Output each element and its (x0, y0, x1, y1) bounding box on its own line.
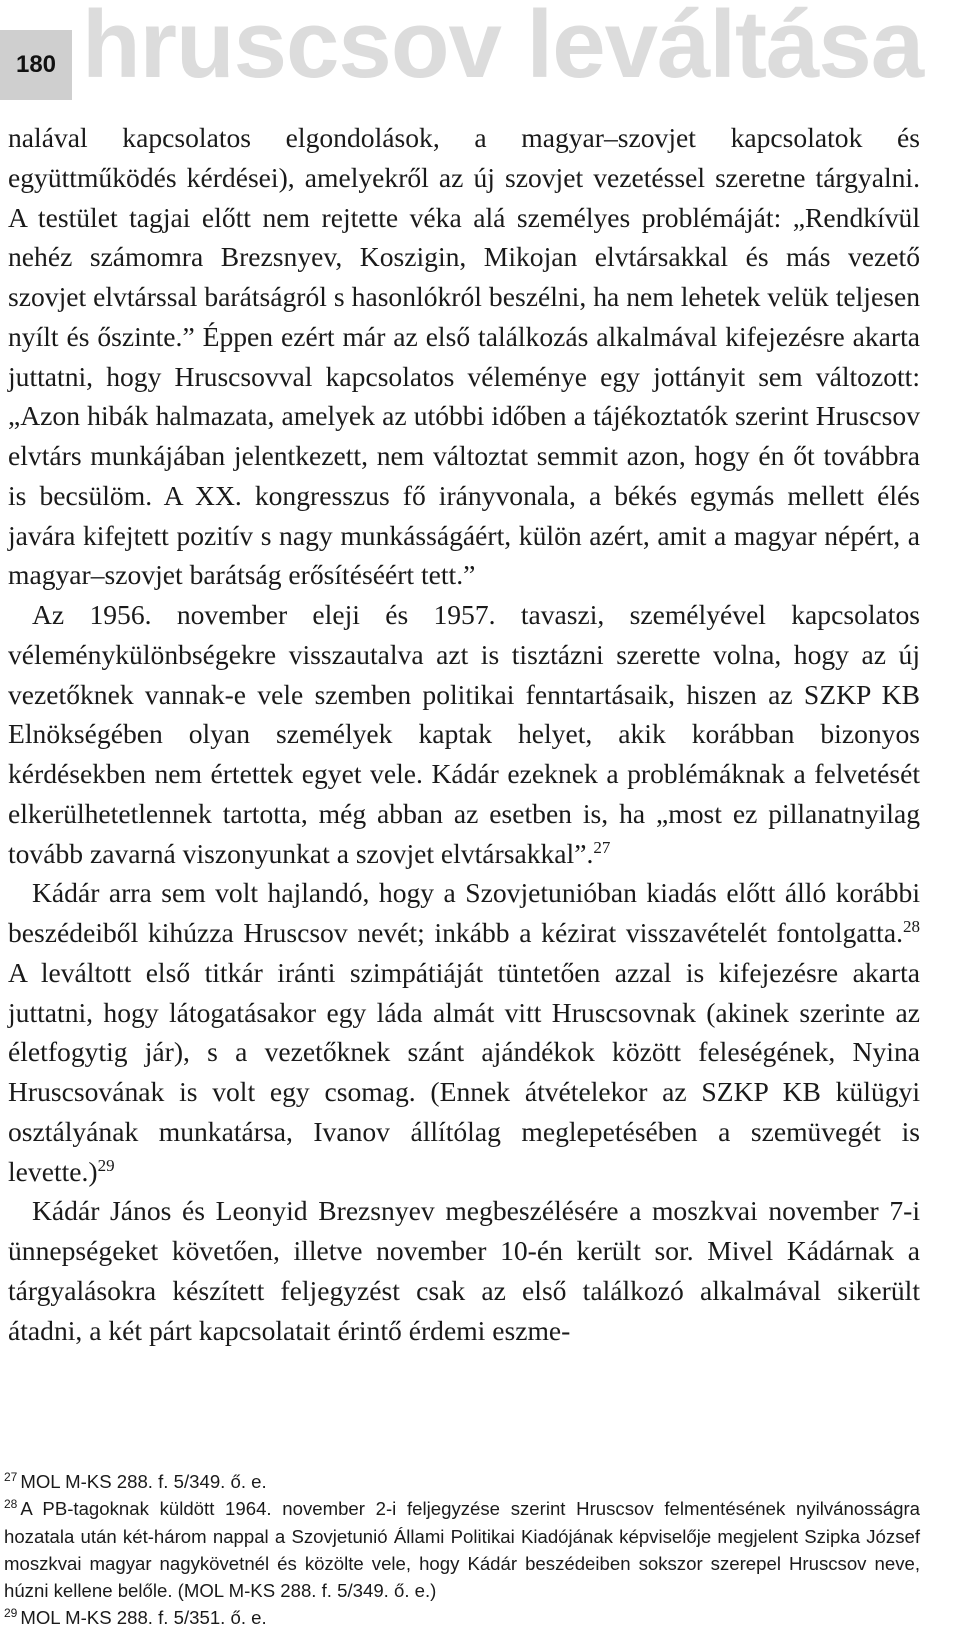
paragraph-text: Kádár arra sem volt hajlandó, hogy a Szovjetunióban kiadás előtt álló korábbi beszédeiből kihúzza Hruscsov nevét; inkább a kézirat visszavételét fontolgatta. (8, 877, 920, 948)
footnote-number: 27 (4, 1469, 18, 1484)
footnote-ref-29[interactable]: 29 (97, 1155, 115, 1175)
paragraph-text: Az 1956. november eleji és 1957. tavaszi, személyével kapcsolatos véleménykülönbségekre visszautalva azt is tisztázni szerette volna, hogy az új vezetőknek vannak-e vele szemben politikai fenntartásaik, hiszen az SZKP KB Elnökségében olyan személyek kaptak helyet, akik korábban bizonyos kérdésekben nem értettek egyet vele. Kádár ezeknek a problémáknak a felvetését elkerülhetetlennek tartotta, még abban az esetben is, ha „most ez pillanatnyilag tovább zavarná viszonyunkat a szovjet elvtársakkal”. (8, 599, 920, 869)
paragraph-1 (8, 118, 920, 595)
footnote-number: 28 (4, 1497, 18, 1512)
footnote-text: MOL M-KS 288. f. 5/351. ő. e. (20, 1607, 267, 1629)
paragraph-text: A leváltott első titkár iránti szimpátiáját tüntetően azzal is kifejezésre akarta juttatni, hogy látogatásakor egy láda almát vitt Hruscsovnak (akinek szerinte az életfogytig jár), s a vezetőknek szánt ajándékok között feleségének, Nyina Hruscsovának is volt egy csomag. (Ennek átvételekor az SZKP KB külügyi osztályának munkatársa, Ivanov állítólag meglepetésében a szemüvegét is levette.) (8, 956, 920, 1187)
running-title: hruscsov leváltása (82, 0, 924, 98)
paragraph-text: nalával kapcsolatos elgondolások, a magyar–szovjet kapcsolatok és együttműködés kérdései), amelyekről az új szovjet vezetéssel szeretne tárgyalni. A testület tagjai előtt nem rejtette véka alá személyes problémáját: „Rendkívül nehéz számomra Brezsnyev, Koszigin, Mikojan elvtársakkal és más vezető szovjet elvtárssal barátságról s hasonlókról beszélni, ha nem lehetek velük teljesen nyílt és őszinte.” Éppen ezért már az első találkozás alkalmával kifejezésre akarta juttatni, hogy Hruscsovval kapcsolatos véleménye egy jottányit sem változott: „Azon hibák halmazata, amelyek az utóbbi időben a tájékoztatók szerint Hruscsov elvtárs munkájában jelentkezett, nem változtat semmit azon, hogy én őt továbbra is becsülöm. A XX. kongresszus fő irányvonala, a békés egymás mellett élés javára kifejtett pozitív s nagy munkásságáért, külön azért, amit a magyar népért, a magyar–szovjet barátság erősítéséért tett.” (8, 122, 920, 591)
footnote-ref-28[interactable]: 28 (903, 916, 920, 936)
body-text (8, 118, 920, 1350)
footnote-text: A PB-tagoknak küldött 1964. november 2-i feljegyzése szerint Hruscsov felmentésének nyilvánosságra hozatala után két-három nappal a Szovjetunió Állami Politikai Kiadójának képviselője megjelent Szipka József moszkvai magyar nagykövetnél és közölte vele, hogy Kádár beszédeiben sokszor szerepel Hruscsov neve, húzni kellene belőle. (MOL M-KS 288. f. 5/349. ő. e.) (4, 1498, 920, 1602)
footnote-28 (4, 1495, 920, 1604)
paragraph-3 (8, 873, 920, 1191)
footnote-29 (4, 1604, 920, 1631)
footnote-27 (4, 1468, 920, 1495)
page-number: 180 (15, 51, 57, 78)
footnote-text: MOL M-KS 288. f. 5/349. ő. e. (20, 1471, 267, 1492)
page-number-box (0, 30, 72, 100)
footnote-ref-27[interactable]: 27 (593, 837, 611, 857)
footnotes (4, 1468, 920, 1632)
page-header (0, 0, 960, 112)
paragraph-text: Kádár János és Leonyid Brezsnyev megbeszélésére a moszkvai november 7-i ünnepségeket követően, illetve november 10-én került sor. Mivel Kádárnak a tárgyalásokra készített feljegyzést csak az első találkozó alkalmával sikerült átadni, a két párt kapcsolatait érintő érdemi eszme- (8, 1195, 920, 1346)
footnote-number: 29 (4, 1606, 18, 1621)
paragraph-2 (8, 595, 920, 873)
paragraph-4 (8, 1191, 920, 1350)
